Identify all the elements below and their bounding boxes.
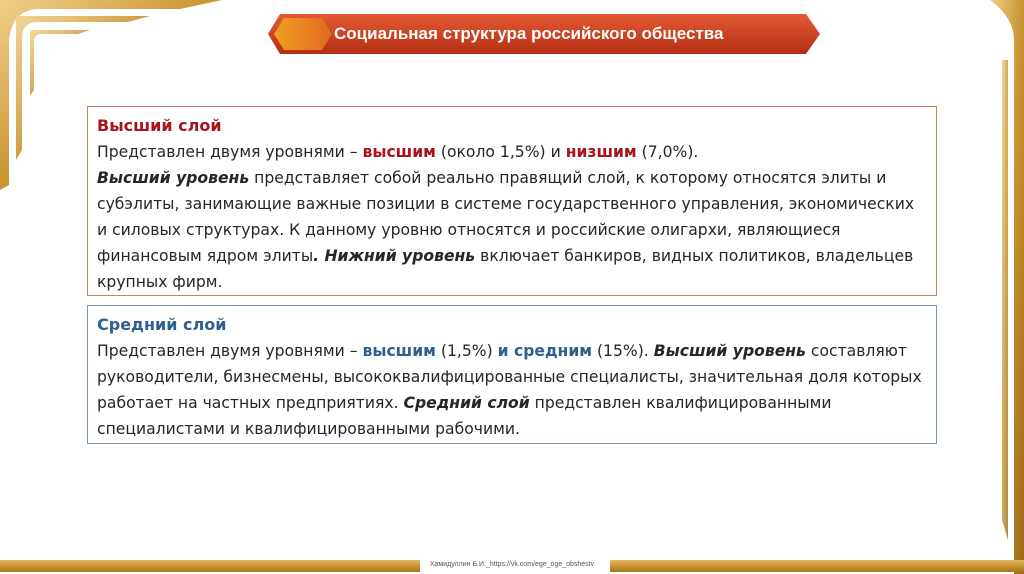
- upper-term-low-level: . Нижний уровень: [313, 247, 476, 265]
- middle-layer-box: [87, 305, 937, 444]
- upper-layer-paragraph: [97, 165, 926, 295]
- middle-line1-suffix: (15%).: [592, 342, 654, 360]
- upper-line1-suffix: (7,0%).: [636, 143, 699, 161]
- upper-text-high-level: представляет собой реально правящий слой, к которому относятся элиты и субэлиты, занимающие важные позиции в системе государственного управления, экономических и силовых структурах. К данному уровню относятся и российские олигархи, являющиеся финансовым ядром элиты: [97, 169, 915, 265]
- middle-line1-mid: (1,5%): [435, 342, 498, 360]
- upper-line1-prefix: Представлен двумя уровнями –: [97, 143, 363, 161]
- upper-term-high-level: Высший уровень: [97, 169, 250, 187]
- page-title: Социальная структура российского общества: [334, 24, 724, 43]
- middle-term-middle-layer: Средний слой: [403, 394, 530, 412]
- middle-text1: составляют руководители, бизнесмены, высококвалифицированные специалисты, значительная доля которых работает на частных предприятиях.: [97, 342, 922, 412]
- middle-term-high-level: Высший уровень: [653, 342, 806, 360]
- middle-line1-high: высшим: [362, 342, 436, 360]
- upper-layer-line1: [97, 139, 926, 165]
- upper-layer-heading: Высший слой: [97, 116, 222, 135]
- middle-line1-and-middle: и средним: [497, 342, 593, 360]
- upper-text-low-level: включает банкиров, видных политиков, владельцев крупных фирм.: [97, 247, 914, 291]
- footer-credit: Хамидуллин Б.И._https://vk.com/ege_oge_obshestv: [429, 561, 595, 568]
- middle-layer-paragraph: [97, 338, 926, 442]
- upper-line1-low: низшим: [565, 143, 637, 161]
- middle-text2: представлен квалифицированными специалистами и квалифицированными рабочими.: [97, 394, 832, 438]
- title-banner: [268, 14, 820, 54]
- upper-line1-high: высшим: [362, 143, 436, 161]
- middle-layer-heading: Средний слой: [97, 315, 227, 334]
- middle-line1-prefix: Представлен двумя уровнями –: [97, 342, 363, 360]
- corner-decoration-right: [980, 0, 1024, 574]
- upper-line1-mid: (около 1,5%) и: [435, 143, 566, 161]
- upper-layer-box: [87, 106, 937, 296]
